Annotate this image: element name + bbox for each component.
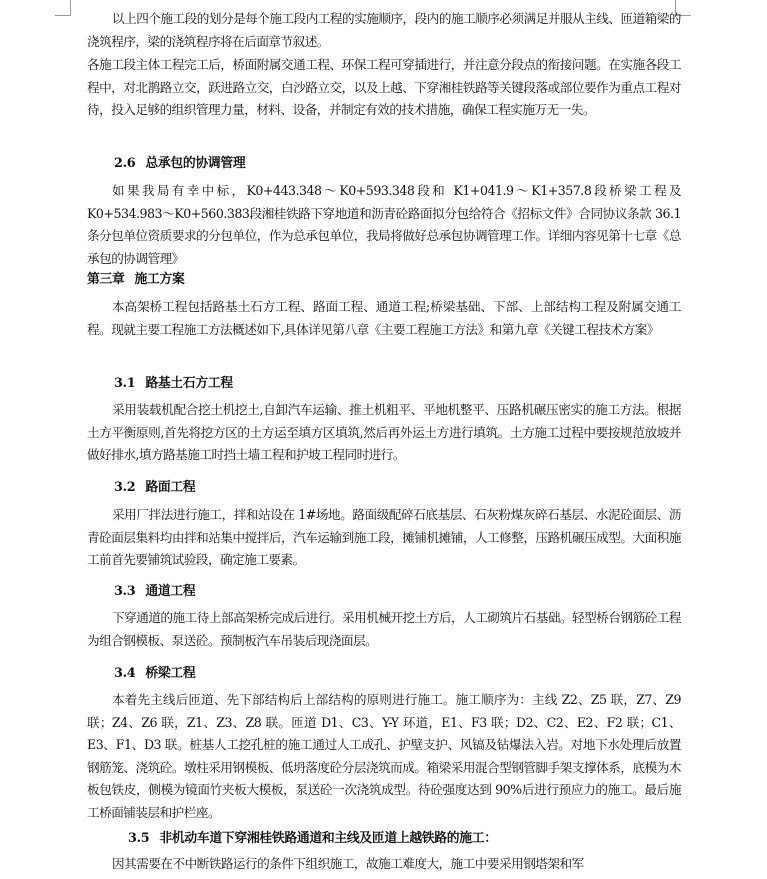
heading-number: 3.3 (114, 584, 136, 599)
paragraph-railway-crossing: 因其需要在不中断铁路运行的条件下组织施工，故施工难度大，施工中要采用钢塔架和军 (112, 856, 584, 871)
paragraph-subcontract: 如果我局有幸中标，K0+443.348～K0+593.348段和 K1+041.9～K1+357.8段桥梁工程及K0+534.983～K0+560.383段湘桂铁路下穿地道和沥青砼路面拟分包给符合《招标文件》合同协议条款 36.1 条分包单位资质要求的分包单位，作为总承包单位，我局将做好总承包协调管理工作。详细内容见第十七章《总承包的协调管理》 (87, 183, 681, 266)
heading-number: 3.4 (114, 666, 136, 681)
margin-mark-top-left (70, 0, 71, 16)
heading-3-5 (128, 830, 497, 848)
heading-3-4 (114, 665, 195, 683)
chapter-3-heading (87, 271, 185, 289)
paragraph-chapter-intro: 本高架桥工程包括路基土石方工程、路面工程、通道工程;桥梁基础、下部、上部结构工程及附属交通工程。现就主要工程施工方法概述如下,具体详见第八章《主要工程施工方法》和第九章《关键工程技术方案》 (87, 299, 681, 337)
heading-3-1 (114, 375, 233, 393)
paragraph-segment-completion: 各施工段主体工程完工后，桥面附属交通工程、环保工程可穿插进行，并注意分段点的衔接问题。在实施各段工程中，对北鹊路立交，跃进路立交，白沙路立交，以及上越、下穿湘桂铁路等关键段落或部位要作为重点工程对待，投入足够的组织管理力量，材料、设备，并制定有效的技术措施，确保工程实施万无一失。 (87, 57, 681, 118)
chapter-number: 第三章 (87, 272, 125, 287)
paragraph-bridge: 本着先主线后匝道、先下部结构后上部结构的原则进行施工。施工顺序为：主线 Z2、Z5 联，Z7、Z9 联；Z4、Z6 联，Z1、Z3、Z8 联。匝道 D1、C3、Y-Y 环道，E1、F3 联；D2、C2、E2、F2 联；C1、E3、F1、D3 联。桩基人工挖孔桩的施工通过人工成孔、护壁支护、风镐及钻爆法入岩。对地下水处理后放置钢筋笼、浇筑砼。墩柱采用钢模板、低坍落度砼分层浇筑而成。箱梁采用混合型钢管脚手架支撑体系，底模为木板包铁皮，侧模为镜面竹夹板大模板，泵送砼一次浇筑成型。待砼强度达到 90%后进行预应力的施工。最后施工桥面铺装层和护栏座。 (87, 692, 681, 820)
heading-text: 路基土石方工程 (145, 376, 233, 391)
heading-text: 总承包的协调管理 (145, 156, 246, 171)
heading-3-3 (114, 583, 195, 601)
paragraph-pavement: 采用厂拌法进行施工，拌和站设在 1#场地。路面级配碎石底基层、石灰粉煤灰碎石基层、水泥砼面层、沥青砼面层集料均由拌和站集中搅拌后，汽车运输到施工段，摊铺机摊铺，人工修整，压路机碾压成型。大面积施工前首先要铺筑试验段，确定施工要素。 (87, 507, 681, 568)
chapter-title: 施工方案 (134, 272, 185, 287)
heading-text: 路面工程 (145, 480, 196, 495)
heading-number: 3.1 (114, 376, 136, 391)
heading-text: 桥梁工程 (145, 666, 196, 681)
heading-text: 通道工程 (145, 584, 196, 599)
paragraph-underpass: 下穿通道的施工待上部高架桥完成后进行。采用机械开挖土方后，人工砌筑片石基础。轻型桥台钢筋砼工程为组合钢模板、泵送砼。预制板汽车吊装后现浇面层。 (87, 610, 681, 648)
heading-2-6 (114, 155, 245, 173)
paragraph-earthwork: 采用装载机配合挖土机挖土,自卸汽车运输、推土机粗平、平地机整平、压路机碾压密实的施工方法。根据土方平衡原则,首先将挖方区的土方运至填方区填筑,然后再外运土方进行填筑。土方施工过程中要按规范放坡并做好排水,填方路基施工时挡土墙工程和护坡工程同时进行。 (87, 402, 681, 463)
heading-3-2 (114, 479, 195, 497)
heading-text: 非机动车道下穿湘桂铁路通道和主线及匝道上越铁路的施工： (159, 831, 497, 846)
heading-number: 3.5 (128, 831, 150, 846)
heading-number: 2.6 (114, 156, 136, 171)
paragraph-segment-order: 以上四个施工段的划分是每个施工段内工程的实施顺序，段内的施工顺序必须满足并服从主线、匝道箱梁的浇筑程序，梁的浇筑程序将在后面章节叙述。 (87, 11, 681, 49)
margin-mark-top-left-h (55, 15, 71, 16)
heading-number: 3.2 (114, 480, 136, 495)
